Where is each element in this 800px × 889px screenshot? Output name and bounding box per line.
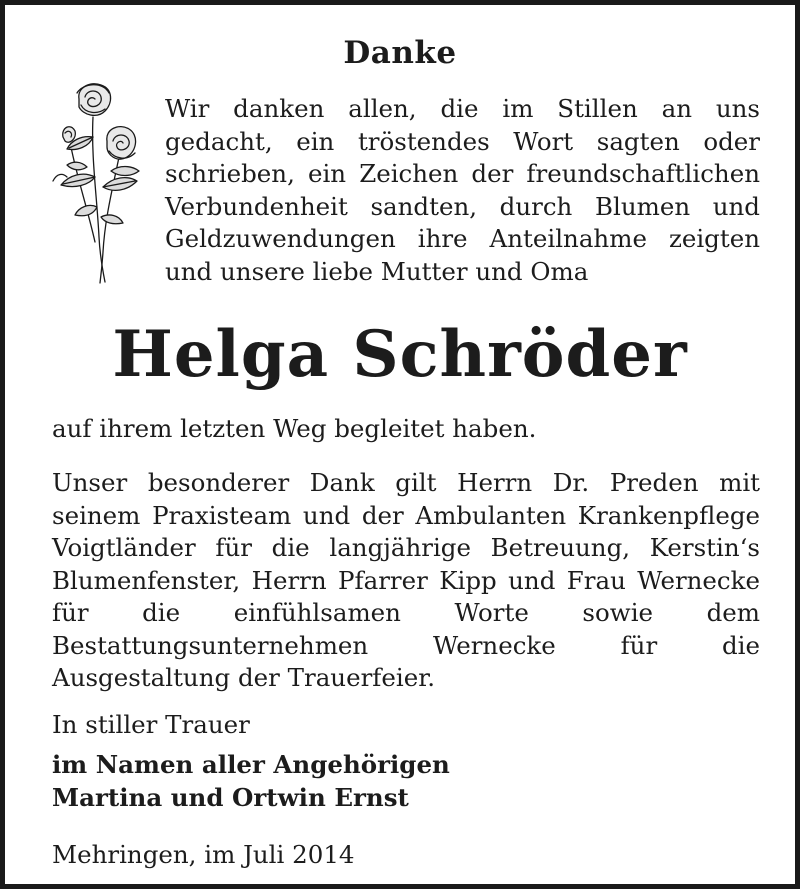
deceased-name: Helga Schröder bbox=[112, 317, 688, 392]
closing-text: In stiller Trauer bbox=[52, 710, 250, 739]
place-date: Mehringen, im Juli 2014 bbox=[52, 840, 355, 869]
intro-text: Wir danken allen, die im Stillen an uns gedacht, ein tröstendes Wort sagten oder schrieben, ein Zeichen der freundschaftlichen Verbundenheit sandten, durch Blumen und Geldzuwendungen ihre Anteilnahme zeigten und unsere liebe Mutter und Oma bbox=[165, 94, 760, 286]
notice-title: Danke bbox=[343, 35, 457, 71]
roses-icon bbox=[47, 77, 147, 287]
signature-line-2: Martina und Ortwin Ernst bbox=[52, 782, 409, 812]
signature-line-1: im Namen aller Angehörigen bbox=[52, 750, 450, 779]
special-thanks-text: Unser besonderer Dank gilt Herrn Dr. Preden mit seinem Praxisteam und der Ambulanten Krankenpflege Voigtländer für die langjährige Betreuung, Kerstin‘s Blumenfenster, Herrn Pfarrer Kipp und Frau Wernecke für die einfühlsamen Worte sowie dem Bestattungsunternehmen Wernecke für die Ausgestaltung der Trauerfeier. bbox=[52, 468, 760, 692]
signature-block bbox=[52, 749, 450, 814]
after-name-text: auf ihrem letzten Weg begleitet haben. bbox=[52, 414, 537, 443]
